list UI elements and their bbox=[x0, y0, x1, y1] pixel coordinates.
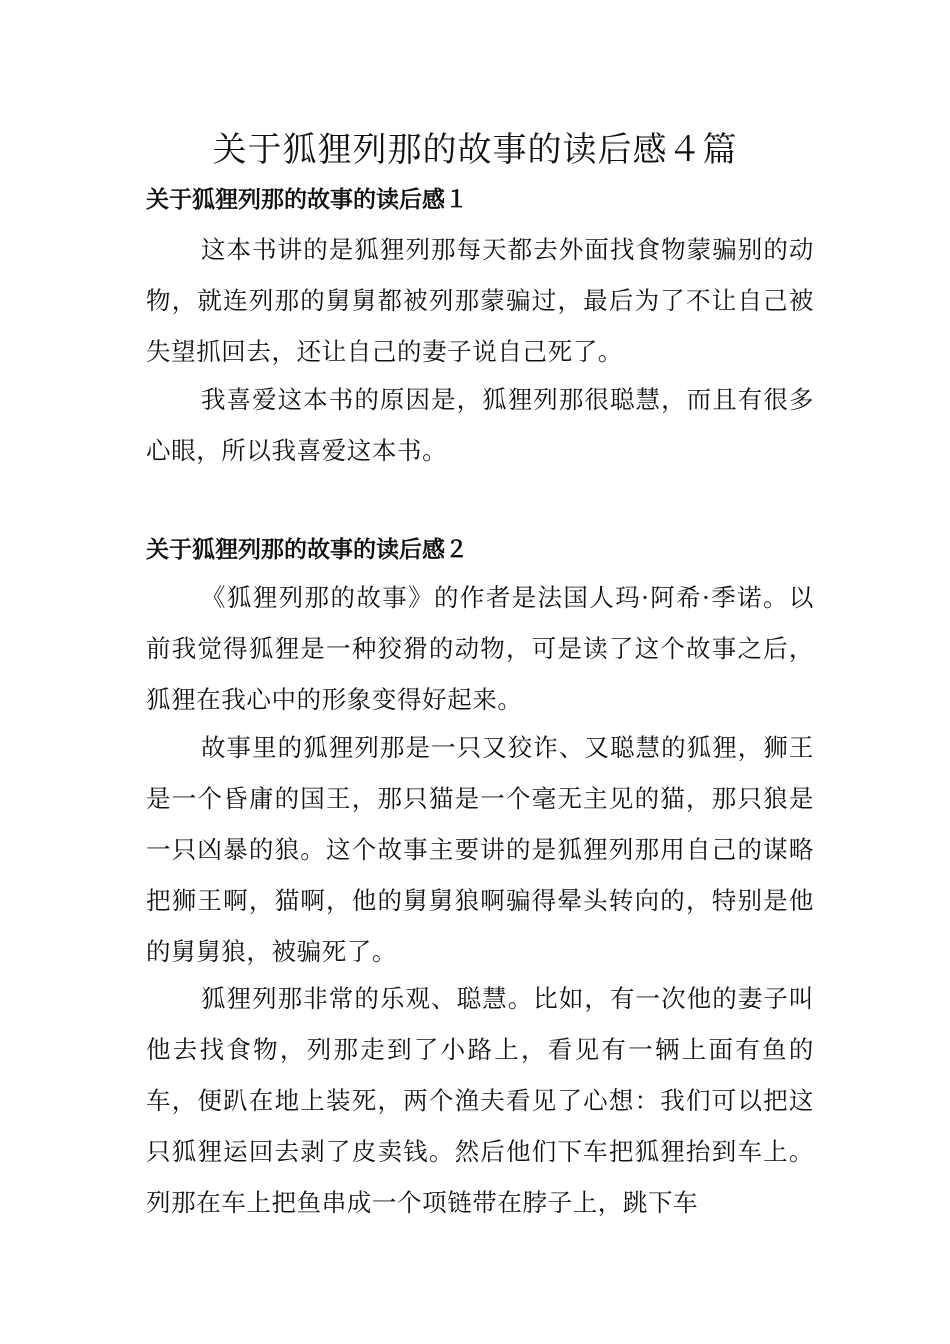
section-1-paragraph-2: 我喜爱这本书的原因是，狐狸列那很聪慧，而且有很多心眼，所以我喜爱这本书。 bbox=[146, 385, 814, 465]
section-2-paragraph-3: 狐狸列那非常的乐观、聪慧。比如，有一次他的妻子叫他去找食物，列那走到了小路上，看见有一辆上面有鱼的车，便趴在地上装死，两个渔夫看见了心想：我们可以把这只狐狸运回去剥了皮卖钱。然后他们下车把狐狸抬到车上。列那在车上把鱼串成一个项链带在脖子上，跳下车 bbox=[146, 984, 814, 1217]
section-1-paragraph-1: 这本书讲的是狐狸列那每天都去外面找食物蒙骗别的动物，就连列那的舅舅都被列那蒙骗过，最后为了不让自己被失望抓回去，还让自己的妻子说自己死了。 bbox=[146, 235, 814, 366]
document-title: 关于狐狸列那的故事的读后感４篇 bbox=[212, 130, 738, 170]
section-2-paragraph-2: 故事里的狐狸列那是一只又狡诈、又聪慧的狐狸，狮王是一个昏庸的国王，那只猫是一个毫无主见的猫，那只狼是一只凶暴的狼。这个故事主要讲的是狐狸列那用自己的谋略把狮王啊，猫啊，他的舅舅狼啊骗得晕头转向的，特别是他的舅舅狼，被骗死了。 bbox=[146, 733, 814, 966]
section-heading-1: 关于狐狸列那的故事的读后感１ bbox=[146, 186, 468, 213]
section-heading-2: 关于狐狸列那的故事的读后感２ bbox=[146, 536, 468, 563]
section-2-paragraph-1: 《狐狸列那的故事》的作者是法国人玛·阿希·季诺。以前我觉得狐狸是一种狡猾的动物，可是读了这个故事之后，狐狸在我心中的形象变得好起来。 bbox=[146, 583, 814, 714]
